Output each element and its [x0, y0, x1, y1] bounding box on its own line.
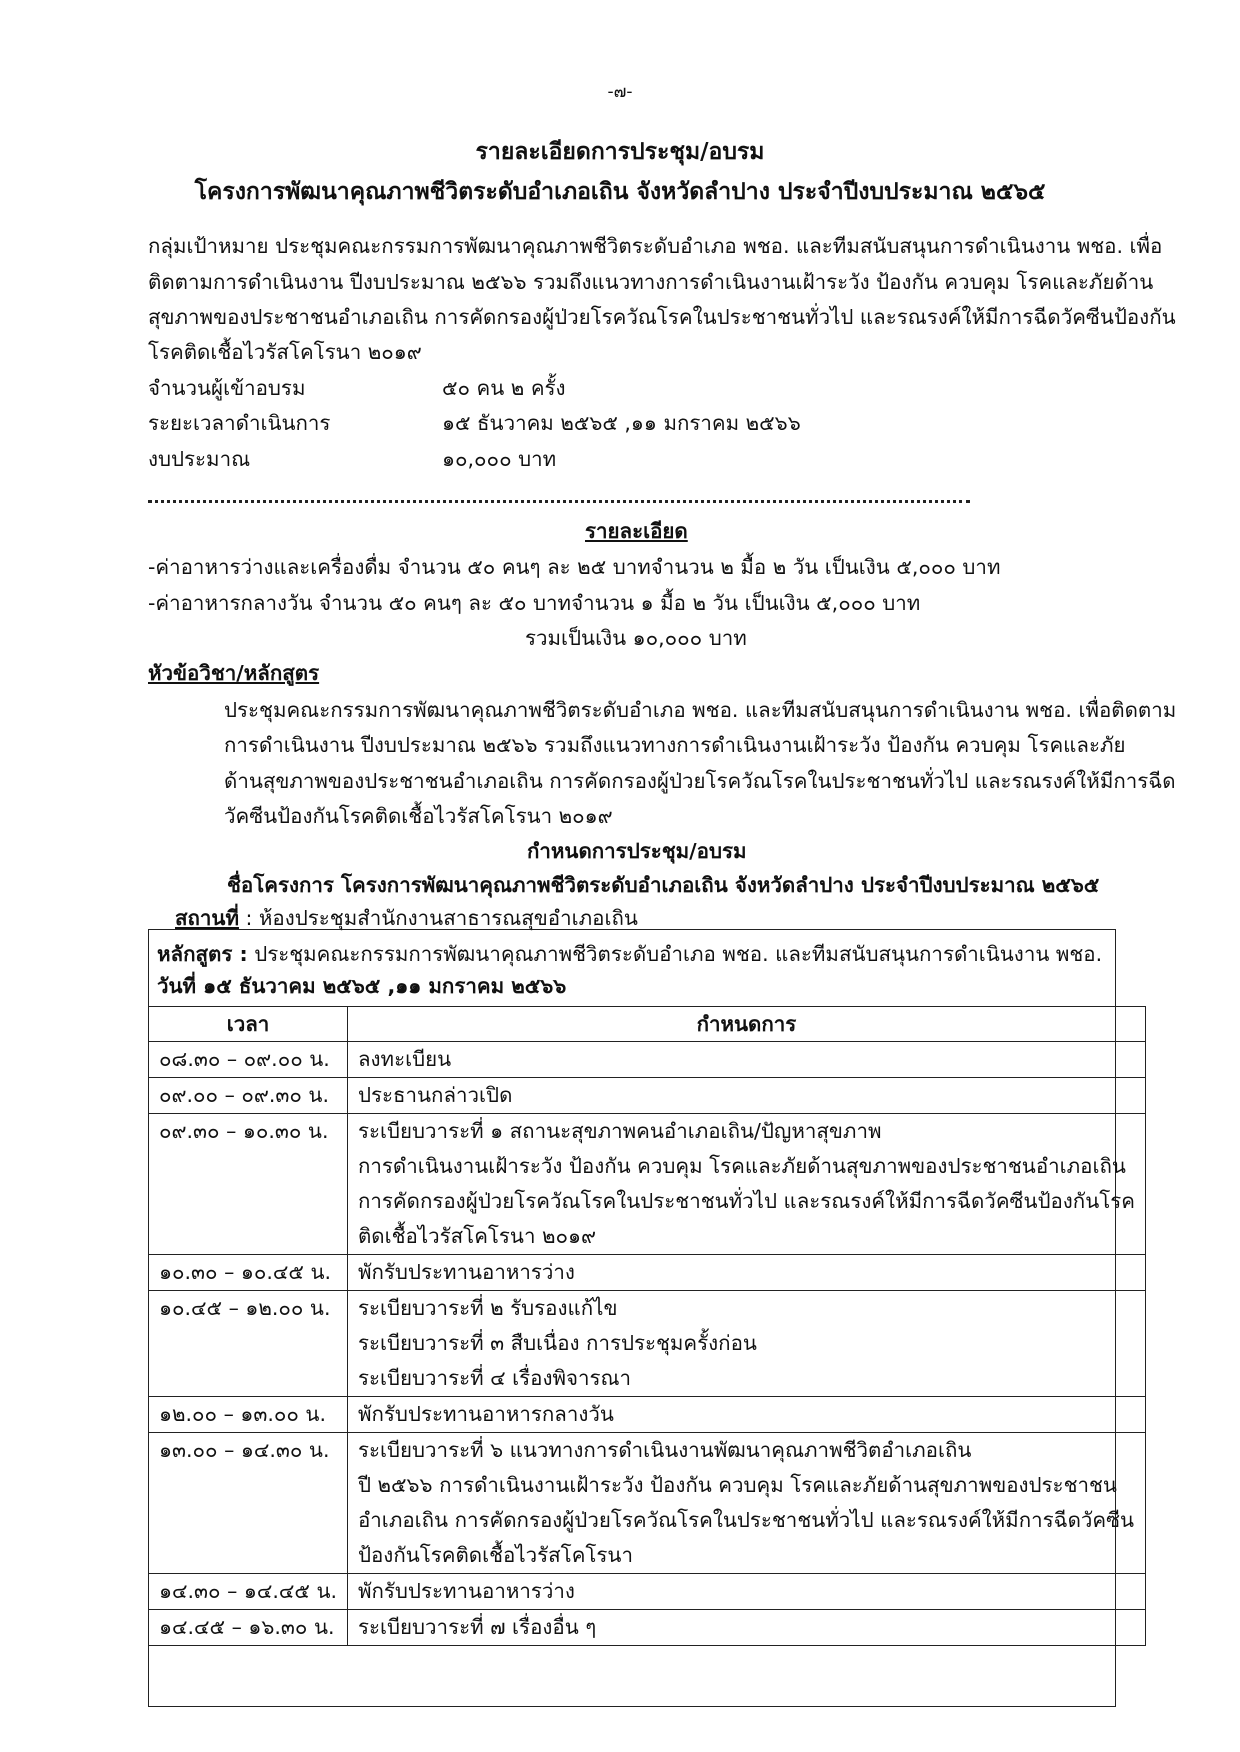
- info-label-participants: จำนวนผู้เข้าอบรม: [148, 376, 306, 400]
- info-label-budget: งบประมาณ: [148, 447, 251, 471]
- project-name: ชื่อโครงการ โครงการพัฒนาคุณภาพชีวิตระดับอำเภอเถิน จังหวัดลำปาง ประจำปีงบประมาณ ๒๕๖๕: [227, 873, 1100, 897]
- agenda-line: ป้องกันโรคติดเชื้อไวรัสโคโรนา: [357, 1543, 633, 1567]
- time-cell: ๐๙.๓๐ – ๑๐.๓๐ น.: [149, 1114, 348, 1255]
- text-line: กลุ่มเป้าหมาย ประชุมคณะกรรมการพัฒนาคุณภาพชีวิตระดับอำเภอ พชอ. และทีมสนับสนุนการดำเนินงาน พชอ. เพื่อ: [148, 234, 1163, 258]
- venue-value: : ห้องประชุมสำนักงานสาธารณสุขอำเภอเถิน: [238, 906, 638, 930]
- curriculum-label: หลักสูตร :: [157, 942, 248, 966]
- time-cell: ๐๙.๐๐ – ๐๙.๓๐ น.: [149, 1078, 348, 1114]
- table-row: [149, 1255, 1146, 1291]
- agenda-line: ระเบียบวาระที่ ๓ สืบเนื่อง การประชุมครั้งก่อน: [357, 1331, 757, 1355]
- agenda-line: การคัดกรองผู้ป่วยโรควัณโรคในประชาชนทั่วไป และรณรงค์ให้มีการฉีดวัคซีนป้องกันโรค: [357, 1189, 1135, 1213]
- table-row: [149, 1042, 1146, 1078]
- page-number: -๗-: [607, 82, 633, 102]
- table-row: [149, 1574, 1146, 1610]
- table-row: [149, 1078, 1146, 1114]
- agenda-line: ลงทะเบียน: [357, 1047, 452, 1071]
- info-value-period: ๑๕ ธันวาคม ๒๕๖๕ ,๑๑ มกราคม ๒๕๖๖: [442, 411, 801, 435]
- text-line: ประชุมคณะกรรมการพัฒนาคุณภาพชีวิตระดับอำเภอ พชอ. และทีมสนับสนุนการดำเนินงาน พชอ. เพื่อติดตาม: [224, 698, 1177, 722]
- agenda-cell: [347, 1610, 1145, 1646]
- details-heading: รายละเอียด: [585, 519, 688, 543]
- agenda-cell: [347, 1078, 1145, 1114]
- agenda-line: ปี ๒๕๖๖ การดำเนินงานเฝ้าระวัง ป้องกัน ควบคุม โรคและภัยด้านสุขภาพของประชาชน: [357, 1473, 1117, 1497]
- agenda-cell: [347, 1114, 1145, 1255]
- date-label: วันที่: [157, 974, 197, 998]
- time-cell: ๑๔.๔๕ – ๑๖.๓๐ น.: [149, 1610, 348, 1646]
- dotted-divider: [148, 500, 970, 503]
- time-cell: ๑๔.๓๐ – ๑๔.๔๕ น.: [149, 1574, 348, 1610]
- header-agenda: กำหนดการ: [347, 1007, 1145, 1042]
- agenda-line: อำเภอเถิน การคัดกรองผู้ป่วยโรควัณโรคในประชาชนทั่วไป และรณรงค์ให้มีการฉีดวัคซีน: [357, 1508, 1135, 1532]
- curriculum-line: [157, 944, 1102, 965]
- table-row: [149, 1397, 1146, 1433]
- document-subtitle: โครงการพัฒนาคุณภาพชีวิตระดับอำเภอเถิน จังหวัดลำปาง ประจำปีงบประมาณ ๒๕๖๕: [194, 179, 1046, 205]
- schedule-title: กำหนดการประชุม/อบรม: [527, 839, 747, 863]
- venue-label: สถานที่: [175, 906, 239, 930]
- table-row: [149, 1433, 1146, 1574]
- agenda-line: ระเบียบวาระที่ ๖ แนวทางการดำเนินงานพัฒนาคุณภาพชีวิตอำเภอเถิน: [357, 1438, 972, 1462]
- course-heading: หัวข้อวิชา/หลักสูตร: [148, 661, 320, 685]
- details-total: รวมเป็นเงิน ๑๐,๐๐๐ บาท: [525, 626, 747, 650]
- agenda-cell: [347, 1042, 1145, 1078]
- date-value: ๑๕ ธันวาคม ๒๕๖๕ ,๑๑ มกราคม ๒๕๖๖: [196, 974, 567, 998]
- agenda-cell: [347, 1433, 1145, 1574]
- document-title: รายละเอียดการประชุม/อบรม: [475, 139, 765, 165]
- info-value-participants: ๕๐ คน ๒ ครั้ง: [442, 376, 566, 400]
- table-header-row: [149, 1007, 1146, 1042]
- text-line: วัคซีนป้องกันโรคติดเชื้อไวรัสโคโรนา ๒๐๑๙: [224, 804, 613, 828]
- agenda-line: ประธานกล่าวเปิด: [357, 1083, 513, 1107]
- agenda-cell: [347, 1255, 1145, 1291]
- text-line: ติดตามการดำเนินงาน ปีงบประมาณ ๒๕๖๖ รวมถึงแนวทางการดำเนินงานเฝ้าระวัง ป้องกัน ควบคุม โรคและภัยด้าน: [148, 270, 1154, 294]
- text-line: โรคติดเชื้อไวรัสโคโรนา ๒๐๑๙: [148, 340, 422, 364]
- agenda-line: ระเบียบวาระที่ ๔ เรื่องพิจารณา: [357, 1366, 632, 1390]
- text-line: ด้านสุขภาพของประชาชนอำเภอเถิน การคัดกรองผู้ป่วยโรควัณโรคในประชาชนทั่วไป และรณรงค์ให้มีการฉีด: [224, 769, 1176, 793]
- agenda-line: ระเบียบวาระที่ ๑ สถานะสุขภาพคนอำเภอเถิน/ปัญหาสุขภาพ: [357, 1119, 882, 1143]
- curriculum-value: ประชุมคณะกรรมการพัฒนาคุณภาพชีวิตระดับอำเภอ พชอ. และทีมสนับสนุนการดำเนินงาน พชอ.: [247, 942, 1103, 966]
- agenda-line: พักรับประทานอาหารว่าง: [357, 1260, 575, 1284]
- date-line: [157, 976, 566, 997]
- table-row: [149, 1114, 1146, 1255]
- time-cell: ๐๘.๓๐ – ๐๙.๐๐ น.: [149, 1042, 348, 1078]
- schedule-body: [149, 1042, 1146, 1646]
- agenda-cell: [347, 1574, 1145, 1610]
- details-item-lunch: -ค่าอาหารกลางวัน จำนวน ๕๐ คนๆ ละ ๕๐ บาทจำนวน ๑ มื้อ ๒ วัน เป็นเงิน ๕,๐๐๐ บาท: [148, 591, 921, 615]
- table-row: [149, 1610, 1146, 1646]
- table-row: [149, 1291, 1146, 1397]
- schedule-table: [148, 1006, 1146, 1646]
- header-time: เวลา: [149, 1007, 348, 1042]
- details-item-snacks: -ค่าอาหารว่างและเครื่องดื่ม จำนวน ๕๐ คนๆ ละ ๒๕ บาทจำนวน ๒ มื้อ ๒ วัน เป็นเงิน ๕,๐๐๐ บาท: [148, 555, 1001, 579]
- agenda-line: ระเบียบวาระที่ ๒ รับรองแก้ไข: [357, 1296, 618, 1320]
- agenda-cell: [347, 1397, 1145, 1433]
- agenda-cell: [347, 1291, 1145, 1397]
- time-cell: ๑๓.๐๐ – ๑๔.๓๐ น.: [149, 1433, 348, 1574]
- agenda-line: ติดเชื้อไวรัสโคโรนา ๒๐๑๙: [357, 1224, 597, 1248]
- text-line: การดำเนินงาน ปีงบประมาณ ๒๕๖๖ รวมถึงแนวทางการดำเนินงานเฝ้าระวัง ป้องกัน ควบคุม โรคและภัย: [224, 733, 1126, 757]
- info-value-budget: ๑๐,๐๐๐ บาท: [442, 447, 557, 471]
- agenda-line: พักรับประทานอาหารกลางวัน: [357, 1402, 614, 1426]
- time-cell: ๑๐.๔๕ – ๑๒.๐๐ น.: [149, 1291, 348, 1397]
- time-cell: ๑๒.๐๐ – ๑๓.๐๐ น.: [149, 1397, 348, 1433]
- text-line: สุขภาพของประชาชนอำเภอเถิน การคัดกรองผู้ป่วยโรควัณโรคในประชาชนทั่วไป และรณรงค์ให้มีการฉีดวัคซีนป้องกัน: [148, 305, 1176, 329]
- info-label-period: ระยะเวลาดำเนินการ: [148, 411, 331, 435]
- agenda-line: พักรับประทานอาหารว่าง: [357, 1579, 575, 1603]
- agenda-line: การดำเนินงานเฝ้าระวัง ป้องกัน ควบคุม โรคและภัยด้านสุขภาพของประชาชนอำเภอเถิน: [357, 1154, 1126, 1178]
- time-cell: ๑๐.๓๐ – ๑๐.๔๕ น.: [149, 1255, 348, 1291]
- venue: [175, 908, 638, 929]
- agenda-line: ระเบียบวาระที่ ๗ เรื่องอื่น ๆ: [357, 1615, 597, 1639]
